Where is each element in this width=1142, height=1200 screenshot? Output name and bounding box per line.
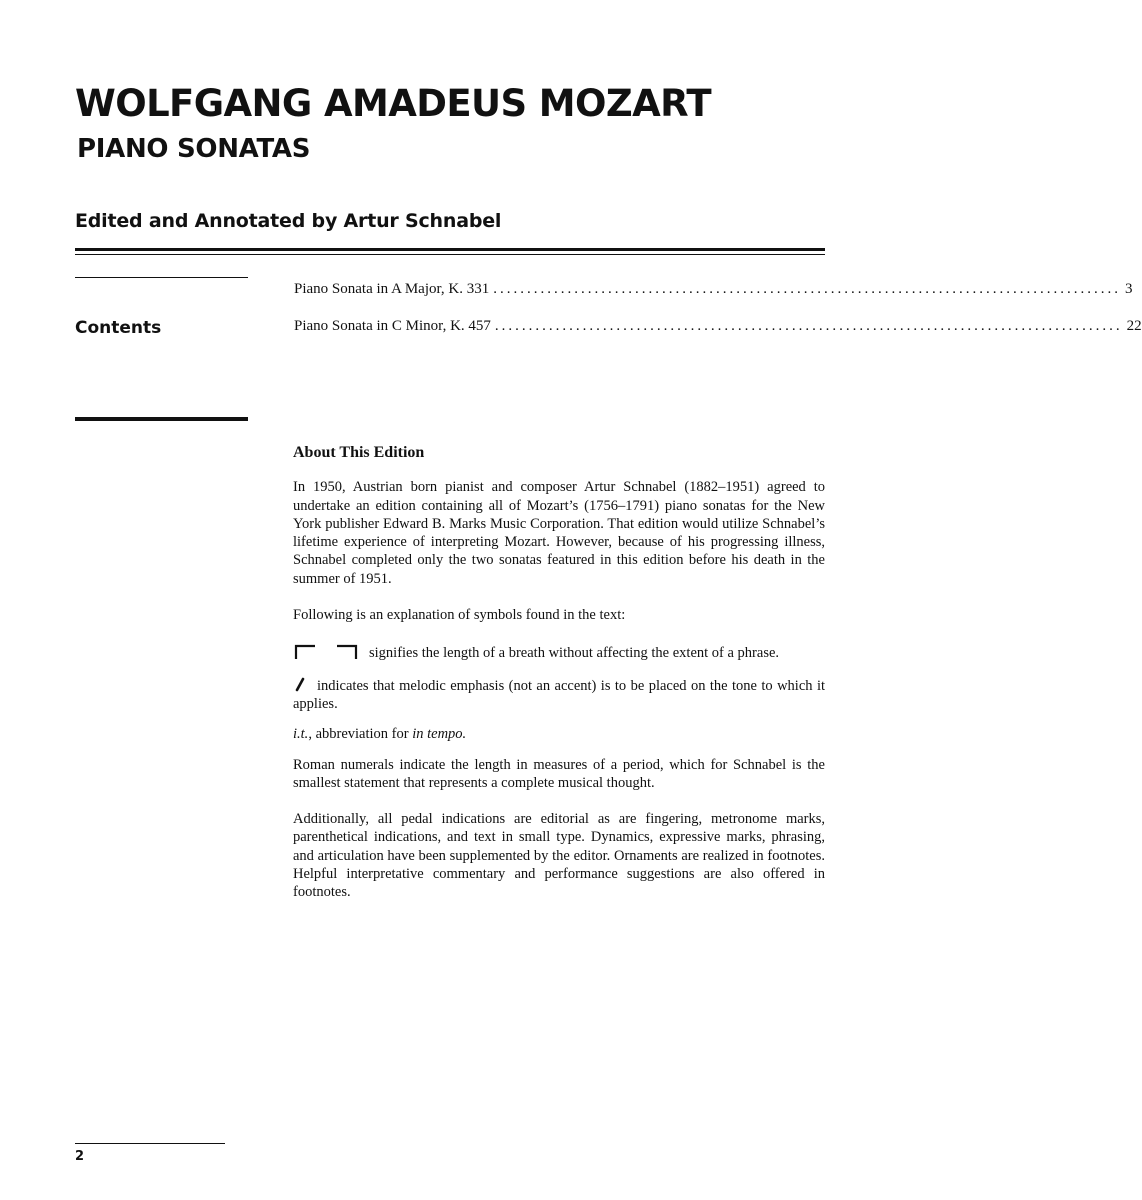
editor-subtitle: Edited and Annotated by Artur Schnabel [75,210,502,232]
roman-numerals-note: Roman numerals indicate the length in measures of a period, which for Schnabel is the smallest statement that represents a complete musical thought. [293,756,825,791]
toc-leader-dots: ............................................................................................. [494,318,1123,334]
header-double-rule-bottom [75,254,825,255]
additional-notes: Additionally, all pedal indications are editorial as are fingering, metronome marks, parenthetical indications, and text in small type. Dynamics, expressive marks, phrasing, and articulation have been supplemented by the editor. Ornaments are realized in footnotes. Helpful interpretative commentary and performance suggestions are also offered in footnotes. [293,811,825,901]
toc-entry[interactable] [294,281,1133,318]
toc-leader-dots: ............................................................................................. [493,281,1121,297]
header-double-rule-top [75,248,825,251]
table-of-contents [294,281,1142,355]
symbols-intro: Following is an explanation of symbols found in the text: [293,607,626,624]
footer-rule [75,1143,225,1144]
contents-top-rule [75,277,248,278]
in-tempo-term: in tempo. [412,726,467,743]
work-title: PIANO SONATAS [77,134,311,164]
symbol-emphasis-row [293,675,825,714]
symbol-breath-row [293,642,825,662]
symbol-breath-text: signifies the length of a breath without affecting the extent of a phrase. [369,645,780,662]
about-heading: About This Edition [293,444,425,461]
about-section [293,444,825,902]
toc-entry-title: Piano Sonata in C Minor, K. 457 [294,318,491,334]
toc-entry-page: 3 [1124,281,1133,297]
toc-entry[interactable] [294,318,1142,355]
symbol-emphasis-text: indicates that melodic emphasis (not an accent) is to be placed on the tone to which it applies. [293,677,825,712]
in-tempo-text: , abbreviation for [308,726,413,743]
page-number: 2 [75,1149,85,1164]
emphasis-stroke-icon [293,675,313,693]
in-tempo-abbreviation: i.t. [293,726,309,743]
about-paragraph-history: In 1950, Austrian born pianist and composer Artur Schnabel (1882–1951) agreed to undertake an edition containing all of Mozart’s (1756–1791) piano sonatas for the New York publisher Edward B. Marks Music Corporation. That edition would utilize Schnabel’s lifetime experience of interpreting Mozart. However, because of his progressing illness, Schnabel completed only the two sonatas featured in this edition before his death in the summer of 1951. [293,479,825,587]
toc-entry-title: Piano Sonata in A Major, K. 331 [294,281,490,297]
breath-mark-icon [293,642,361,660]
composer-name: WOLFGANG AMADEUS MOZART [75,82,711,125]
toc-entry-page: 22 [1126,318,1142,334]
contents-bottom-rule [75,417,248,421]
symbol-in-tempo-row [293,725,825,743]
contents-label: Contents [75,318,162,338]
